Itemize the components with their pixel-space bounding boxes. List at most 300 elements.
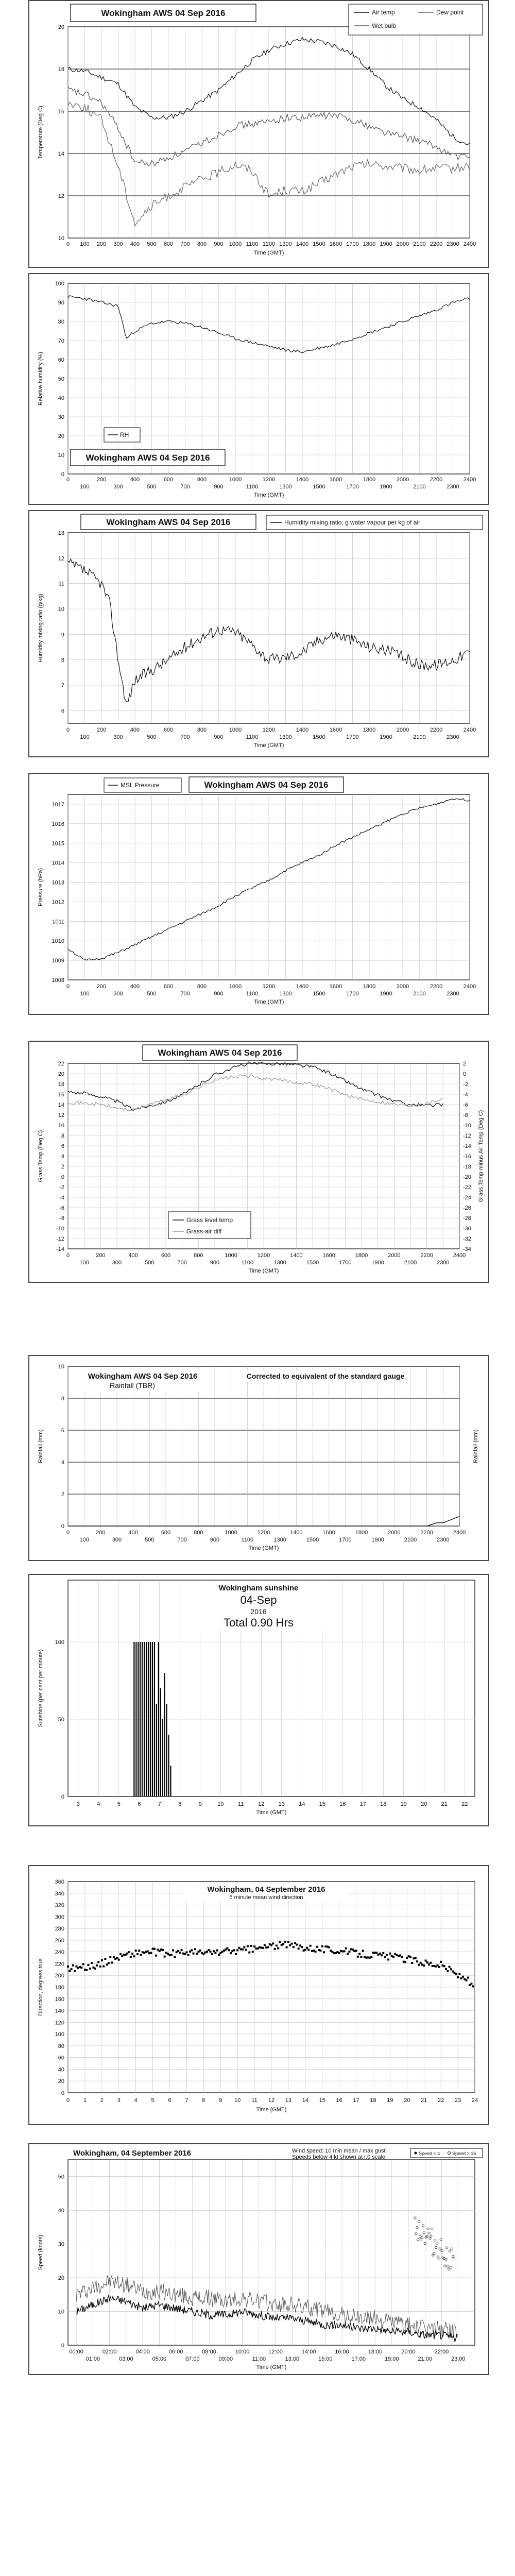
x-tick-label-major: 02:00 [102,2349,117,2355]
y-tick-label: 280 [55,1926,64,1933]
direction-point [409,1956,411,1958]
x-tick-label: 6 [168,2097,171,2104]
x-tick-label-major: 06:00 [168,2349,183,2355]
x-tick-label-major: 400 [130,477,140,483]
y2-tick-label: -22 [463,1184,471,1191]
y-tick-label: 10 [58,1364,64,1370]
x-tick-label: 23 [454,2097,461,2104]
direction-point [109,1956,111,1958]
x-tick-label-minor: 1300 [279,991,292,997]
x-tick-label-minor: 2300 [437,1537,450,1543]
y-tick-label: 2 [61,1164,64,1170]
x-tick-label: 17 [359,1801,366,1807]
x-tick-label-major: 1400 [290,1530,303,1536]
y-tick-label: 16 [58,109,64,115]
y2-tick-label: -34 [463,1246,471,1252]
direction-point [338,1952,340,1954]
x-tick-label: 7 [158,1801,161,1807]
direction-point [420,1962,422,1964]
x-tick-label: 100 [80,241,90,247]
direction-point [345,1947,347,1950]
x-tick-label: 1400 [296,241,309,247]
y-axis-label: Grass Temp (Deg C) [38,1130,44,1182]
direction-point [104,1958,106,1960]
direction-point [286,1946,288,1948]
x-tick-label-minor: 1700 [346,991,359,997]
x-tick-label: 1800 [363,241,376,247]
x-tick-label: 1 [83,2097,87,2104]
direction-point [135,1950,137,1952]
x-tick-label-minor: 700 [177,1537,187,1543]
y-tick-label: 30 [58,2241,64,2248]
x-tick-label: 3 [117,2097,121,2104]
chart-title: Wokingham AWS 04 Sep 2016 [106,517,231,527]
x-tick-label: 800 [197,241,207,247]
y2-tick-label: -32 [463,1236,471,1242]
x-tick-label: 700 [180,241,190,247]
direction-point [287,1941,289,1943]
y-tick-label: 10 [58,606,64,613]
x-tick-label: 0 [66,241,70,247]
direction-point [466,1979,468,1981]
x-tick-label-major: 00:00 [69,2349,83,2355]
mixing-ratio-chart [29,511,488,756]
x-tick-label-minor: 2100 [413,484,426,490]
direction-point [262,1947,264,1949]
y2-tick-label: -26 [463,1205,471,1211]
x-tick-label-major: 1800 [363,727,376,733]
x-tick-label-minor: 2100 [413,734,426,740]
x-tick-label-minor: 1700 [346,734,359,740]
temperature-chart [29,1,488,267]
direction-point [250,1945,252,1947]
y-tick-label: 100 [55,281,64,287]
x-tick-label: 1700 [346,241,359,247]
x-tick-label-major: 08:00 [202,2349,216,2355]
direction-point [243,1946,245,1948]
pressure-chart [29,774,488,1014]
gust-marker [422,2225,424,2227]
y-tick-label: 8 [61,1133,64,1139]
direction-point [181,1949,183,1951]
y-tick-label: 100 [55,2031,64,2038]
y-tick-label: 1009 [52,958,64,964]
x-tick-label-major: 1200 [257,1530,270,1536]
y-tick-label: 1011 [52,919,64,925]
direction-point [384,1956,386,1958]
x-tick-label-major: 1800 [355,1530,368,1536]
y-tick-label: 1010 [52,938,64,945]
y2-axis-label: Rainfall (mm) [473,1429,479,1463]
x-tick-label: 2300 [447,241,459,247]
legend-label-msl-pressure: MSL Pressure [121,782,160,789]
x-tick-label: 9 [198,1801,202,1807]
y-tick-label: 80 [58,2043,64,2049]
x-tick-label-minor: 07:00 [185,2356,200,2362]
x-tick-label-minor: 700 [180,484,190,490]
x-tick-label-minor: 21:00 [418,2356,433,2362]
x-tick-label-major: 800 [194,1530,203,1536]
direction-point [85,1969,88,1971]
y-tick-label: 20 [58,2275,64,2282]
y-tick-label: 0 [61,471,64,478]
gust-marker [450,2266,452,2268]
direction-point [276,1944,278,1946]
x-tick-label-minor: 100 [79,1537,89,1543]
x-tick-label-minor: 1900 [380,734,392,740]
humidity-chart-panel [28,273,489,505]
rainfall-chart [29,1356,488,1560]
x-tick-label: 1600 [329,241,342,247]
direction-point [279,1941,281,1943]
x-tick-label: 16 [339,1801,346,1807]
y-tick-label: 13 [58,530,64,536]
direction-point [174,1956,176,1958]
direction-point [252,1951,254,1953]
y2-tick-label: -14 [463,1143,471,1149]
x-tick-label-major: 200 [96,1252,106,1259]
y-tick-label: 9 [61,632,64,638]
direction-point [347,1953,349,1955]
direction-point [323,1951,325,1953]
direction-point [304,1949,306,1951]
x-tick-label: 1900 [380,241,392,247]
x-axis-label: Time (GMT) [253,742,284,749]
x-tick-label-minor: 100 [80,484,90,490]
y-tick-label: 20 [58,2078,64,2085]
direction-point [170,1954,173,1956]
x-tick-label-major: 400 [128,1530,138,1536]
x-tick-label-major: 1600 [322,1530,335,1536]
y-axis-label: Relative humidity (%) [38,352,44,405]
gust-marker [417,2238,419,2240]
direction-point [301,1946,303,1948]
chart-title: Wokingham AWS 04 Sep 2016 [204,780,329,790]
legend-label-dew-point: Dew point [436,9,464,16]
y-tick-label: 260 [55,1937,64,1944]
y-tick-label: 80 [58,319,64,325]
x-tick-label: 18 [380,1801,387,1807]
direction-point [440,1961,442,1963]
x-axis-label: Time (GMT) [253,999,284,1005]
x-tick-label-minor: 2100 [413,991,426,997]
chart-note: Corrected to equivalent of the standard gauge [246,1372,405,1380]
x-tick-label: 1000 [229,241,242,247]
x-tick-label: 19 [400,1801,407,1807]
x-tick-label: 17 [353,2097,359,2104]
x-axis-label: Time (GMT) [256,1809,287,1816]
direction-point [74,1970,76,1972]
gust-marker [449,2250,451,2252]
x-tick-label-major: 16:00 [335,2349,349,2355]
y-axis-label: Rainfall (mm) [38,1429,44,1463]
wind-speed-chart-panel [28,2143,489,2375]
x-tick-label-major: 2000 [388,1252,401,1259]
direction-point [284,1941,286,1943]
x-tick-label-major: 2000 [396,984,409,990]
x-tick-label-minor: 300 [113,991,123,997]
x-tick-label-major: 2400 [463,477,476,483]
y2-tick-label: 2 [463,1061,467,1067]
y-tick-label: 50 [58,2174,64,2180]
x-tick-label-major: 200 [96,984,107,990]
direction-point [445,1968,447,1970]
y-axis-label: Humidity mixing ratio (g/kg) [38,594,44,663]
direction-point [315,1951,317,1953]
x-tick-label: 900 [214,241,224,247]
legend-label-speed-gt-16: Speed > 16 [452,2151,476,2156]
x-tick-label: 13 [285,2097,292,2104]
y2-tick-label: -12 [463,1133,471,1139]
y-tick-label: 0 [61,2090,64,2096]
legend-label-speed-lt-4: Speed < 4 [419,2151,440,2156]
direction-point [101,1959,103,1961]
y-tick-label: 6 [61,708,64,715]
y-tick-label: 1015 [52,840,64,847]
x-tick-label: 1300 [279,241,292,247]
y2-tick-label: -18 [463,1164,471,1170]
gust-marker [428,2232,430,2234]
x-tick-label: 2400 [463,241,476,247]
y-tick-label: 140 [55,2008,64,2014]
y-tick-label: 4 [61,1154,64,1160]
y-tick-label: 18 [58,1081,64,1088]
direction-point [155,1955,157,1957]
x-tick-label: 11 [251,2097,258,2104]
y2-tick-label: -16 [463,1154,471,1160]
direction-point [68,1970,71,1972]
x-tick-label: 3 [76,1801,80,1807]
y2-tick-label: -30 [463,1226,471,1232]
x-tick-label-minor: 2300 [447,484,459,490]
direction-point [423,1964,425,1967]
chart-title: Wokingham AWS 04 Sep 2016 [88,1372,198,1381]
y-tick-label: 100 [55,1639,64,1646]
y-tick-label: -12 [56,1236,64,1242]
x-tick-label-major: 400 [130,984,140,990]
y2-tick-label: -10 [463,1123,471,1129]
x-tick-label-minor: 1300 [273,1260,286,1266]
y-tick-label: 10 [58,2309,64,2315]
x-tick-label-minor: 900 [210,1260,220,1266]
x-tick-label-minor: 19:00 [385,2356,399,2362]
x-tick-label-major: 1000 [229,984,242,990]
y-tick-label: 0 [61,1174,64,1180]
y-tick-label: 2 [61,1492,64,1498]
x-tick-label-major: 0 [66,477,70,483]
y-tick-label: 8 [61,1396,64,1402]
direction-point [411,1962,413,1964]
y2-tick-label: -24 [463,1195,471,1201]
x-tick-label-minor: 1100 [241,1260,254,1266]
x-tick-label-minor: 1900 [380,484,392,490]
sunshine-chart-panel [28,1574,489,1826]
direction-point [316,1946,318,1948]
gust-marker [423,2232,425,2234]
wind-speed-chart [29,2144,488,2374]
x-tick-label-major: 2400 [463,984,476,990]
direction-point [438,1966,440,1968]
x-tick-label-major: 2400 [453,1530,466,1536]
x-tick-label-minor: 900 [214,991,224,997]
direction-point [450,1968,452,1970]
direction-point [430,1962,432,1964]
direction-point [99,1965,101,1968]
x-tick-label: 1100 [246,241,259,247]
gust-marker [435,2246,437,2248]
y-tick-label: 200 [55,1973,64,1979]
x-tick-label-major: 1000 [229,727,242,733]
y-tick-label: 40 [58,2208,64,2214]
x-tick-label-minor: 900 [214,484,224,490]
temperature-chart-panel [28,0,489,268]
gust-marker [416,2226,418,2228]
x-tick-label-minor: 700 [180,734,190,740]
direction-point [230,1952,232,1954]
chart-title: Wokingham, 04 September 2016 [73,2149,191,2158]
wind-direction-chart-panel [28,1865,489,2125]
gust-marker [414,2217,416,2219]
x-tick-label-major: 1200 [262,727,276,733]
direction-point [133,1955,135,1957]
direction-point [272,1942,274,1944]
direction-point [214,1952,216,1954]
direction-point [242,1948,244,1951]
x-tick-label-major: 2200 [420,1252,433,1259]
x-tick-label: 10 [234,2097,241,2104]
x-tick-label-minor: 100 [79,1260,89,1266]
y-tick-label: 40 [58,395,64,401]
direction-point [270,1944,272,1946]
grass-temp-chart-panel [28,1041,489,1283]
x-tick-label-major: 1200 [262,984,276,990]
direction-point [88,1964,90,1966]
direction-point [358,1953,360,1955]
direction-point [470,1982,472,1985]
rainfall-chart-panel [28,1355,489,1561]
direction-point [130,1956,132,1958]
direction-point [97,1961,99,1963]
direction-point [425,1960,427,1962]
gust-marker [431,2228,433,2230]
x-tick-label: 11 [238,1801,244,1807]
y-tick-label: 340 [55,1890,64,1897]
y-tick-label: 60 [58,2055,64,2061]
direction-point [164,1956,166,1958]
gust-marker [418,2220,420,2222]
x-tick-label-minor: 1100 [241,1537,254,1543]
x-tick-label-minor: 1900 [371,1537,384,1543]
y-tick-label: 22 [58,1061,64,1067]
direction-point [389,1953,391,1955]
direction-point [196,1953,198,1955]
direction-point [462,1976,464,1978]
y2-tick-label: -2 [463,1081,468,1088]
direction-point [71,1968,73,1970]
y-tick-label: 40 [58,2066,64,2073]
y-tick-label: -14 [56,1246,64,1252]
direction-point [443,1965,445,1967]
direction-point [296,1944,298,1946]
y-axis-label: Direction, degrees true [38,1958,44,2016]
direction-point [202,1953,204,1955]
x-tick-label-major: 1600 [329,727,342,733]
x-tick-label-major: 400 [130,727,140,733]
x-tick-label-major: 1800 [363,984,376,990]
x-axis-label: Time (GMT) [256,2364,287,2370]
x-tick-label-minor: 100 [80,734,90,740]
x-axis-label: Time (GMT) [253,492,284,498]
y-tick-label: 20 [58,433,64,439]
x-tick-label: 24 [471,2097,478,2104]
gust-marker [415,2233,417,2235]
x-tick-label: 6 [138,1801,141,1807]
x-tick-label-minor: 300 [113,734,123,740]
y-tick-label: 0 [61,2343,64,2349]
direction-point [467,1977,469,1979]
x-tick-label-major: 04:00 [135,2349,150,2355]
chart-subtitle: 5 minute mean wind direction [229,1894,303,1901]
y-tick-label: 60 [58,357,64,363]
chart-title: Wokingham AWS 04 Sep 2016 [85,453,210,463]
y-tick-label: 30 [58,414,64,420]
y-tick-label: -10 [56,1226,64,1232]
direction-point [150,1952,152,1954]
direction-point [193,1953,195,1955]
y-tick-label: 300 [55,1914,64,1921]
x-tick-label: 2100 [413,241,426,247]
direction-point [119,1953,122,1955]
direction-point [82,1963,84,1965]
x-tick-label-major: 200 [96,1530,106,1536]
gust-marker [448,2268,450,2270]
x-tick-label-minor: 1500 [306,1260,319,1266]
x-tick-label: 5 [151,2097,154,2104]
gust-marker [436,2243,438,2245]
legend-label-grass-air-diff: Grass-air diff [186,1228,222,1235]
x-tick-label-minor: 09:00 [218,2356,233,2362]
direction-point [321,1945,323,1947]
gust-marker [439,2248,441,2250]
y-tick-label: 11 [58,581,64,587]
x-tick-label: 18 [370,2097,376,2104]
x-tick-label-minor: 900 [214,734,224,740]
direction-point [277,1947,279,1949]
y-tick-label: 12 [58,555,64,562]
direction-point [458,1973,460,1975]
direction-point [185,1951,187,1953]
wind-direction-chart [29,1866,488,2124]
x-tick-label-major: 600 [163,727,174,733]
x-tick-label-minor: 500 [147,734,157,740]
x-tick-label-major: 20:00 [401,2349,416,2355]
gust-marker [427,2228,429,2230]
gust-marker [430,2235,432,2237]
y-tick-label: 220 [55,1961,64,1968]
chart-note-2: Speeds below 4 kt shown at r.0 scale [292,2154,385,2160]
direction-point [348,1951,350,1953]
x-tick-label-minor: 2300 [437,1260,450,1266]
direction-point [375,1952,377,1954]
y2-tick-label: -8 [463,1112,468,1118]
x-tick-label-minor: 1300 [279,734,292,740]
x-tick-label-minor: 17:00 [351,2356,366,2362]
x-tick-label-minor: 300 [113,484,123,490]
x-tick-label-major: 2000 [388,1530,401,1536]
y-tick-label: 160 [55,1996,64,2003]
direction-point [147,1951,149,1953]
direction-point [179,1952,181,1954]
